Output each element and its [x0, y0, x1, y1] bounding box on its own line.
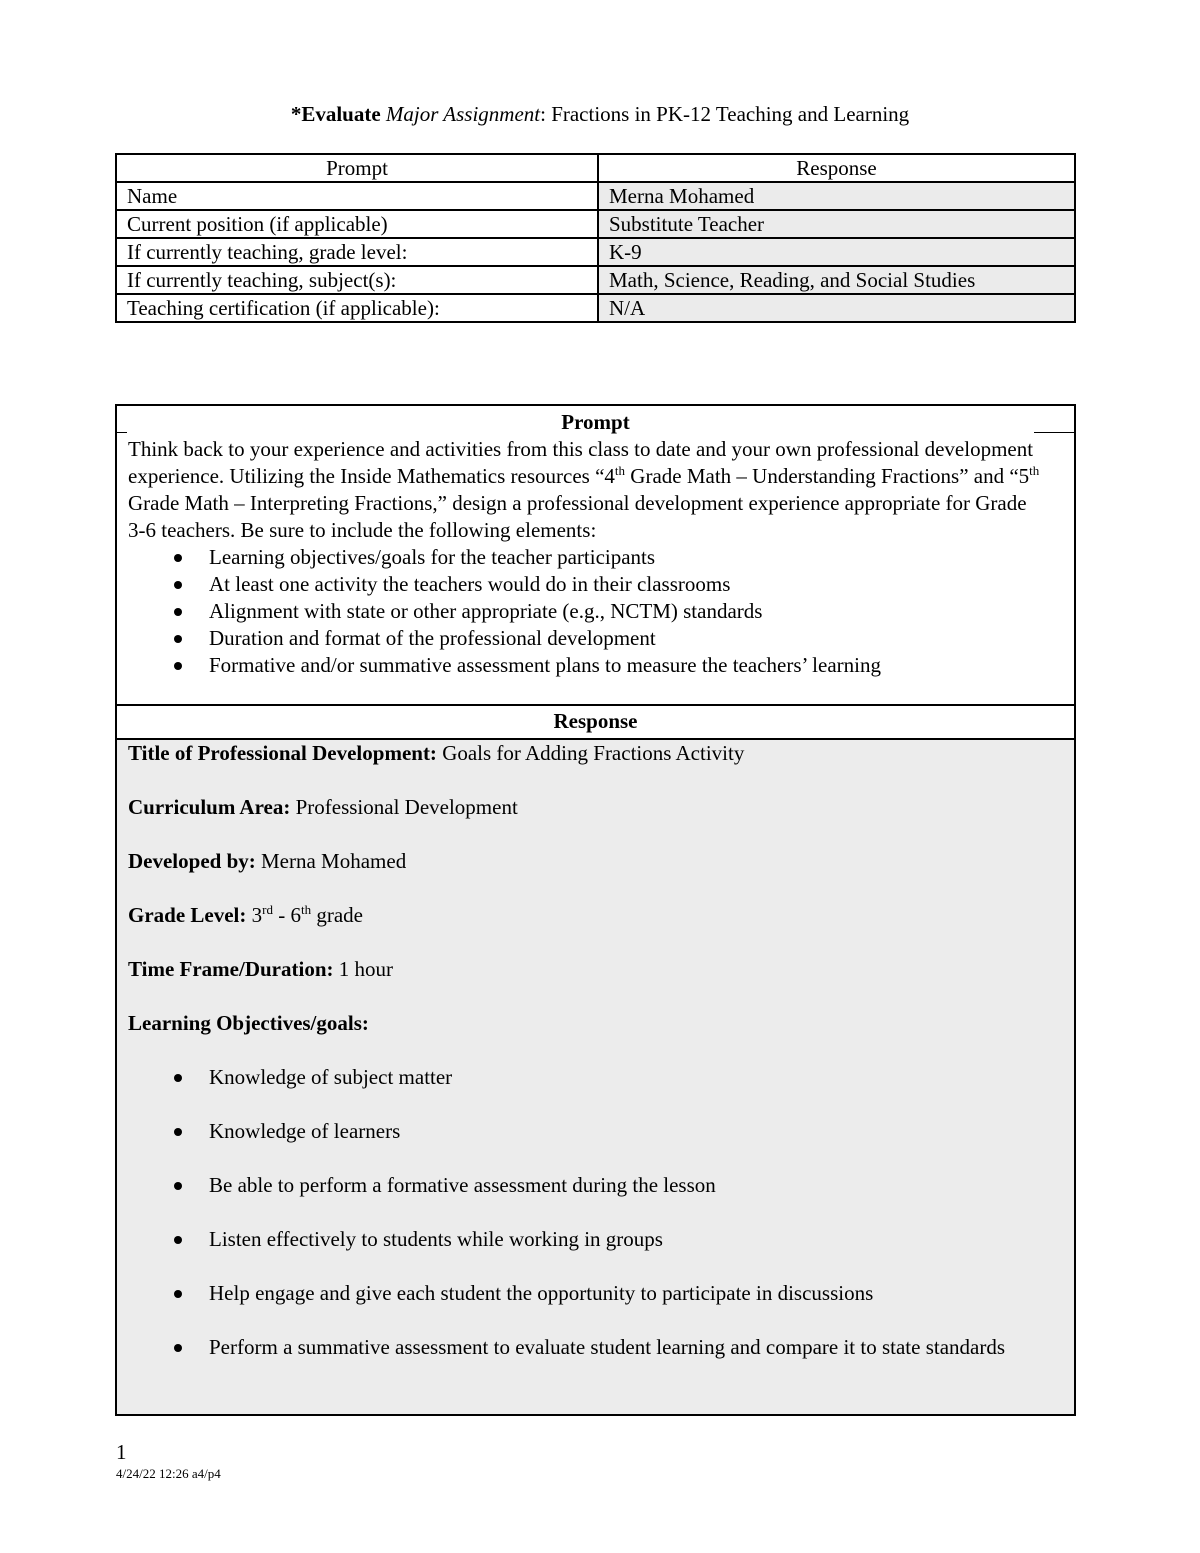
spacer: [128, 1037, 1064, 1064]
list-item: Knowledge of learners: [209, 1118, 1064, 1145]
pd-title-line: [128, 740, 1064, 767]
field-value: Merna Mohamed: [255, 849, 407, 873]
prompt-section: [117, 406, 1074, 706]
prompt-body: [117, 436, 1074, 679]
info-table-header: [116, 154, 1075, 182]
col-prompt-header: Prompt: [116, 154, 598, 182]
prompt-text: Grade Math – Interpreting Fractions,” design a professional development experience appropriate for Grade 3-6 teachers. Be sure to include the following elements:: [128, 491, 1027, 542]
spacer: [128, 983, 1064, 1010]
field-value: - 6: [272, 903, 301, 927]
field-label: Time Frame/Duration:: [128, 957, 334, 981]
title-bold: *Evaluate: [290, 102, 381, 126]
field-label: Learning Objectives/goals:: [128, 1011, 369, 1035]
row-response[interactable]: K-9: [598, 238, 1075, 266]
assignment-box: [115, 404, 1076, 1416]
row-prompt: Teaching certification (if applicable):: [116, 294, 598, 322]
list-item: Knowledge of subject matter: [209, 1064, 1064, 1091]
row-prompt: Current position (if applicable): [116, 210, 598, 238]
table-row: [116, 294, 1075, 322]
row-response[interactable]: Substitute Teacher: [598, 210, 1075, 238]
row-prompt: Name: [116, 182, 598, 210]
prompt-text: Grade Math – Understanding Fractions” and “5: [625, 464, 1030, 488]
field-value: Goals for Adding Fractions Activity: [436, 741, 745, 765]
superscript: rd: [262, 902, 273, 917]
superscript: th: [1029, 463, 1040, 478]
field-label: Developed by:: [128, 849, 256, 873]
title-italic: Major Assignment: [385, 102, 541, 126]
prompt-heading: Prompt: [561, 410, 630, 434]
list-item: Be able to perform a formative assessment during the lesson: [209, 1172, 1064, 1199]
response-body[interactable]: [117, 740, 1074, 1414]
field-label: Title of Professional Development:: [128, 741, 437, 765]
date-stamp: 4/24/22 12:26 a4/p4: [116, 1466, 221, 1481]
list-item: Help engage and give each student the opportunity to participate in discussions: [209, 1280, 1064, 1307]
prompt-bullet-list: [128, 544, 1046, 679]
list-item: Perform a summative assessment to evaluate student learning and compare it to state standards: [209, 1334, 1064, 1361]
col-response-header: Response: [598, 154, 1075, 182]
spacer: [128, 767, 1064, 794]
field-label: Curriculum Area:: [128, 795, 291, 819]
developer-line: [128, 848, 1064, 875]
title-rest: : Fractions in PK-12 Teaching and Learning: [540, 102, 910, 126]
row-prompt: If currently teaching, grade level:: [116, 238, 598, 266]
prompt-text: Think back to your experience and activities from this class to date and your own professional development experience. Utilizing the Inside Mathematics resources “4: [128, 437, 1034, 488]
time-line: [128, 956, 1064, 983]
table-row: [116, 182, 1075, 210]
spacer: [128, 929, 1064, 956]
spacer: [128, 821, 1064, 848]
field-value: 3: [246, 903, 263, 927]
field-value: grade: [311, 903, 363, 927]
grade-line: [128, 902, 1064, 929]
field-value: 1 hour: [333, 957, 393, 981]
table-row: [116, 238, 1075, 266]
superscript: th: [300, 902, 312, 917]
heading-rule-right: [1034, 432, 1074, 433]
row-prompt: If currently teaching, subject(s):: [116, 266, 598, 294]
list-item: Listen effectively to students while working in groups: [209, 1226, 1064, 1253]
row-response[interactable]: N/A: [598, 294, 1075, 322]
heading-rule-left: [117, 432, 127, 433]
table-row: [116, 266, 1075, 294]
objectives-line: [128, 1010, 1064, 1037]
list-item: Learning objectives/goals for the teacher participants: [209, 544, 1046, 571]
field-value: Professional Development: [290, 795, 518, 819]
field-label: Grade Level:: [128, 903, 247, 927]
row-response[interactable]: Merna Mohamed: [598, 182, 1075, 210]
document-title: [0, 100, 1200, 128]
list-item: Formative and/or summative assessment plans to measure the teachers’ learning: [209, 652, 1046, 679]
spacer: [128, 875, 1064, 902]
list-item: At least one activity the teachers would do in their classrooms: [209, 571, 1046, 598]
objectives-list: [128, 1064, 1064, 1361]
row-response[interactable]: Math, Science, Reading, and Social Studies: [598, 266, 1075, 294]
response-heading: Response: [117, 706, 1074, 740]
table-row: [116, 210, 1075, 238]
list-item: Duration and format of the professional development: [209, 625, 1046, 652]
list-item: Alignment with state or other appropriate (e.g., NCTM) standards: [209, 598, 1046, 625]
page-number: 1: [116, 1440, 127, 1464]
superscript: th: [614, 463, 626, 478]
curriculum-line: [128, 794, 1064, 821]
info-table: [115, 153, 1076, 323]
